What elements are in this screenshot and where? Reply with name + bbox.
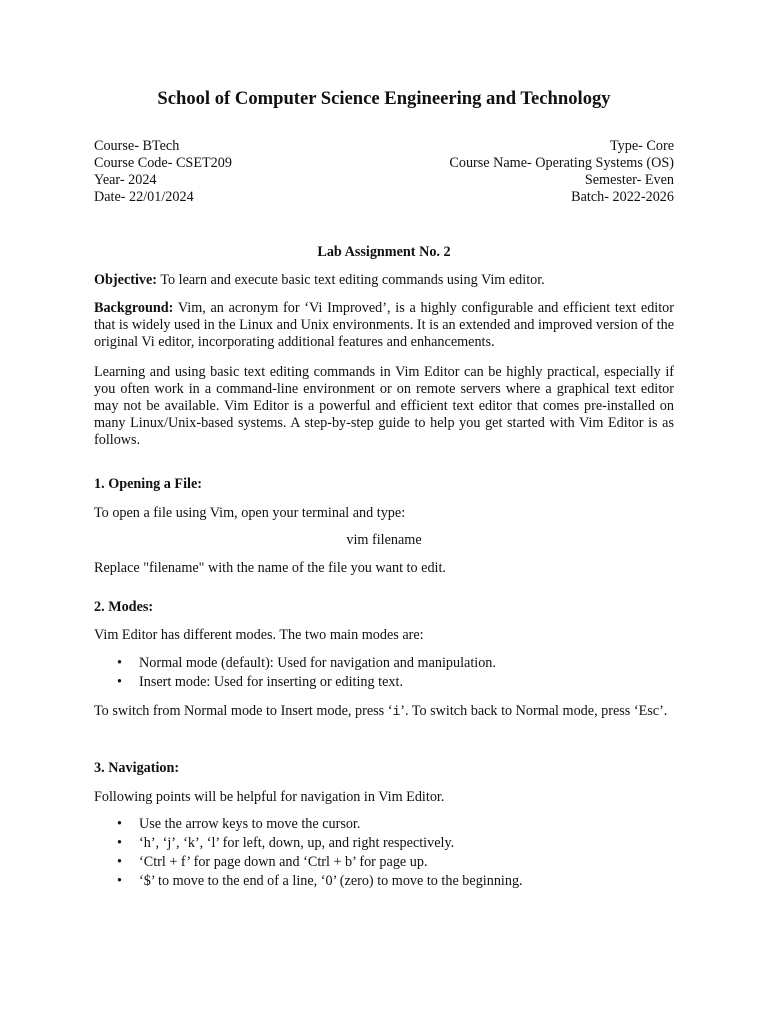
date-label: Date- 22/01/2024	[94, 189, 194, 205]
meta-row	[94, 172, 674, 189]
objective-label: Objective:	[94, 272, 158, 288]
list-item	[94, 673, 674, 692]
bullet-icon: •	[117, 854, 122, 870]
course-label: Course- BTech	[94, 138, 180, 154]
meta-row	[94, 189, 674, 206]
list-item-text: Use the arrow keys to move the cursor.	[139, 816, 361, 832]
section-heading-modes: 2. Modes:	[94, 599, 154, 615]
bullet-icon: •	[117, 655, 122, 671]
bullet-icon: •	[117, 816, 122, 832]
mode-switch-text-a: To switch from Normal mode to Insert mode, press ‘	[94, 703, 393, 719]
list-item-text: ‘$’ to move to the end of a line, ‘0’ (zero) to move to the beginning.	[139, 873, 523, 889]
mode-switch-text-b: ’. To switch back to Normal mode, press ‘Esc’.	[400, 703, 668, 719]
bullet-icon: •	[117, 835, 122, 851]
objective-paragraph	[94, 272, 674, 289]
semester-label: Semester- Even	[584, 172, 674, 188]
type-label: Type- Core	[609, 138, 674, 154]
bullet-icon: •	[117, 674, 122, 690]
section1-text: To open a file using Vim, open your terminal and type:	[94, 505, 406, 521]
navigation-list	[94, 815, 674, 891]
mode-switch-text	[94, 703, 674, 720]
meta-row	[94, 155, 674, 172]
list-item	[94, 815, 674, 834]
list-item-text: ‘h’, ‘j’, ‘k’, ‘l’ for left, down, up, and right respectively.	[139, 835, 455, 851]
batch-label: Batch- 2022-2026	[571, 189, 674, 205]
course-meta-block	[94, 138, 674, 206]
page-title: School of Computer Science Engineering and Technology	[157, 88, 611, 109]
insert-key: i	[392, 704, 401, 719]
section3-text: Following points will be helpful for navigation in Vim Editor.	[94, 789, 445, 805]
document-page	[94, 0, 674, 1024]
background-text: Vim, an acronym for ‘Vi Improved’, is a highly configurable and efficient text editor that is widely used in the Linux and Unix environments. It is an extended and improved version of the original Vi editor, incorporating additional features and enhancements.	[94, 300, 674, 350]
year-label: Year- 2024	[94, 172, 157, 188]
bullet-icon: •	[117, 873, 122, 889]
list-item	[94, 834, 674, 853]
background-paragraph	[94, 300, 674, 351]
list-item-text: ‘Ctrl + f’ for page down and ‘Ctrl + b’ for page up.	[139, 854, 428, 870]
list-item	[94, 853, 674, 872]
list-item-text: Insert mode: Used for inserting or editing text.	[139, 674, 403, 690]
objective-text: To learn and execute basic text editing commands using Vim editor.	[157, 272, 545, 288]
background-label: Background:	[94, 300, 174, 316]
list-item	[94, 654, 674, 673]
meta-row	[94, 138, 674, 155]
list-item-text: Normal mode (default): Used for navigation and manipulation.	[139, 655, 496, 671]
intro-paragraph: Learning and using basic text editing commands in Vim Editor can be highly practical, especially if you often work in a command-line environment or on remote servers where a graphical text editor may not be available. Vim Editor is a powerful and efficient text editor that comes pre-installed on many Linux/Unix-based systems. A step-by-step guide to help you get started with Vim Editor is as follows.	[94, 364, 674, 448]
section2-text: Vim Editor has different modes. The two main modes are:	[94, 627, 424, 643]
modes-list	[94, 654, 674, 692]
list-item	[94, 872, 674, 891]
section-heading-opening-file: 1. Opening a File:	[94, 476, 202, 492]
lab-assignment-title: Lab Assignment No. 2	[317, 244, 451, 260]
course-code-label: Course Code- CSET209	[94, 155, 232, 171]
vim-command: vim filename	[346, 532, 422, 548]
section-heading-navigation: 3. Navigation:	[94, 760, 180, 776]
section1-note: Replace "filename" with the name of the file you want to edit.	[94, 560, 446, 576]
course-name-label: Course Name- Operating Systems (OS)	[449, 155, 674, 171]
